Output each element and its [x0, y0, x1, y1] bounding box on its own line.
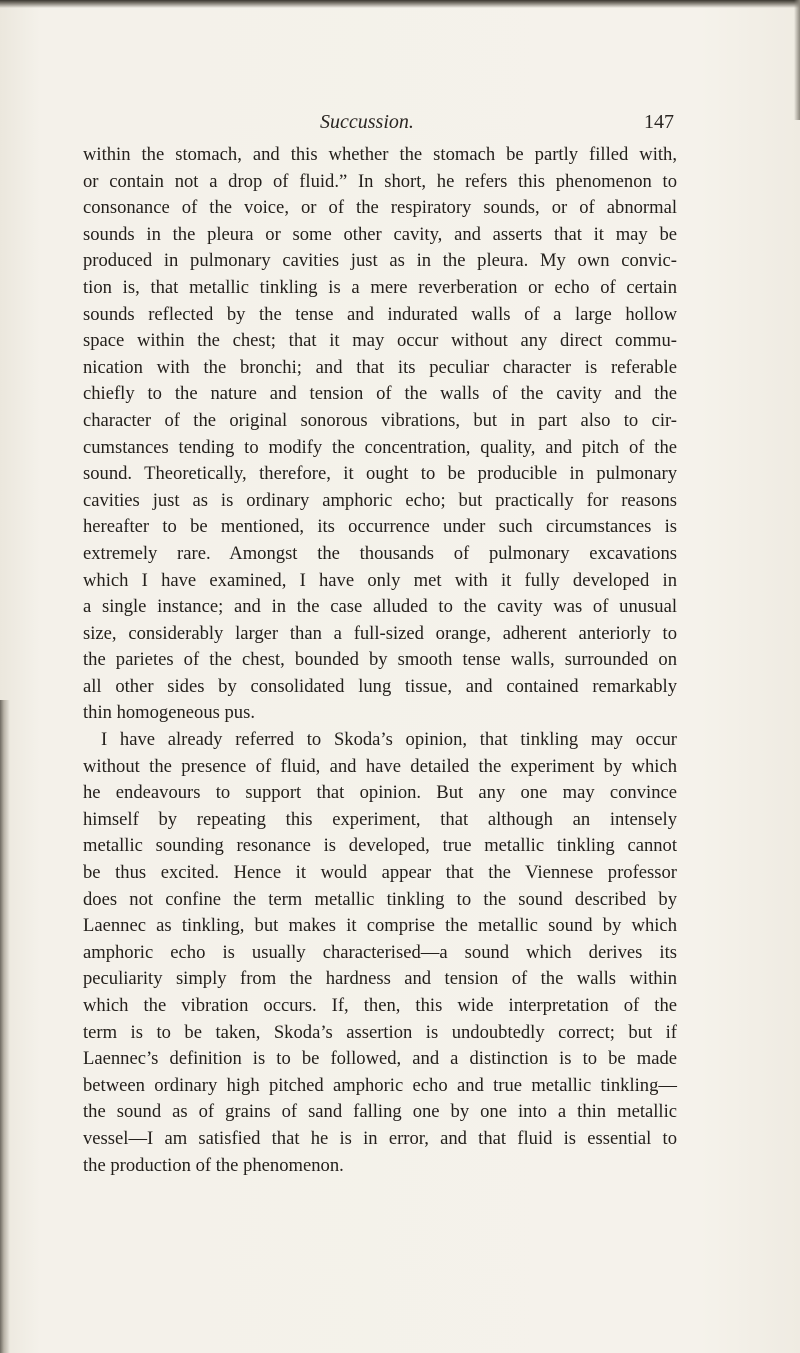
text-line: extremely rare. Amongst the thousands of pulmonary excavations: [83, 542, 677, 564]
text-line: hereafter to be mentioned, its occurrence under such circumstances is: [83, 516, 677, 538]
text-line: sounds in the pleura or some other cavity, and asserts that it may be: [83, 223, 677, 245]
text-line: Laennec as tinkling, but makes it comprise the metallic sound by which: [83, 915, 677, 937]
text-line: without the presence of fluid, and have detailed the experiment by which: [83, 755, 677, 777]
text-line: size, considerably larger than a full-sized orange, adherent anteriorly to: [83, 622, 677, 644]
text-line: all other sides by consolidated lung tissue, and contained remarkably: [83, 675, 677, 697]
page-right-edge-shadow: [794, 0, 800, 120]
text-line: term is to be taken, Skoda’s assertion is undoubtedly correct; but if: [83, 1021, 677, 1043]
text-line: metallic sounding resonance is developed, true metallic tinkling cannot: [83, 835, 677, 857]
text-line: sounds reflected by the tense and indurated walls of a large hollow: [83, 303, 677, 325]
text-line: between ordinary high pitched amphoric echo and true metallic tinkling—: [83, 1074, 677, 1096]
text-line: does not confine the term metallic tinkling to the sound described by: [83, 888, 677, 910]
page-top-edge-shadow: [0, 0, 800, 8]
text-line: cavities just as is ordinary amphoric echo; but practically for reasons: [83, 489, 677, 511]
text-line: which I have examined, I have only met with it fully developed in: [83, 569, 677, 591]
text-line: Laennec’s definition is to be followed, and a distinction is to be made: [83, 1048, 677, 1070]
page-number: 147: [644, 111, 674, 133]
text-line: a single instance; and in the case alluded to the cavity was of unusual: [83, 596, 677, 618]
text-line: produced in pulmonary cavities just as in the pleura. My own convic-: [83, 250, 677, 272]
text-line: or contain not a drop of fluid.” In short, he refers this phenomenon to: [83, 170, 677, 192]
body-text: [83, 142, 677, 1179]
text-line: be thus excited. Hence it would appear that the Viennese professor: [83, 862, 677, 884]
text-line: space within the chest; that it may occur without any direct commu-: [83, 330, 677, 352]
page-left-edge-shadow: [0, 700, 10, 1353]
text-line: character of the original sonorous vibrations, but in part also to cir-: [83, 409, 677, 431]
text-line: the parietes of the chest, bounded by smooth tense walls, surrounded on: [83, 649, 677, 671]
text-line: the production of the phenomenon.: [83, 1154, 344, 1176]
text-line: consonance of the voice, or of the respiratory sounds, or of abnormal: [83, 197, 677, 219]
paragraph: [83, 727, 677, 1179]
text-line: chiefly to the nature and tension of the walls of the cavity and the: [83, 383, 677, 405]
text-line: himself by repeating this experiment, that although an intensely: [83, 808, 677, 830]
paragraph: [83, 142, 677, 727]
text-line: cumstances tending to modify the concentration, quality, and pitch of the: [83, 436, 677, 458]
text-line: he endeavours to support that opinion. But any one may convince: [83, 782, 677, 804]
text-line: the sound as of grains of sand falling one by one into a thin metallic: [83, 1101, 677, 1123]
text-line: within the stomach, and this whether the stomach be partly filled with,: [83, 144, 677, 165]
text-line: sound. Theoretically, therefore, it ought to be producible in pulmonary: [83, 463, 677, 485]
text-line: tion is, that metallic tinkling is a mere reverberation or echo of certain: [83, 276, 677, 298]
text-line: thin homogeneous pus.: [83, 702, 255, 724]
text-line: peculiarity simply from the hardness and tension of the walls within: [83, 968, 677, 990]
text-line: amphoric echo is usually characterised—a sound which derives its: [83, 941, 677, 963]
text-line: nication with the bronchi; and that its peculiar character is referable: [83, 356, 677, 378]
text-line: vessel—I am satisfied that he is in error, and that fluid is essential to: [83, 1127, 677, 1149]
text-line: I have already referred to Skoda’s opinion, that tinkling may occur: [101, 729, 677, 751]
running-head: [0, 111, 800, 141]
running-title: Succussion.: [320, 111, 414, 133]
text-line: which the vibration occurs. If, then, this wide interpretation of the: [83, 995, 677, 1016]
